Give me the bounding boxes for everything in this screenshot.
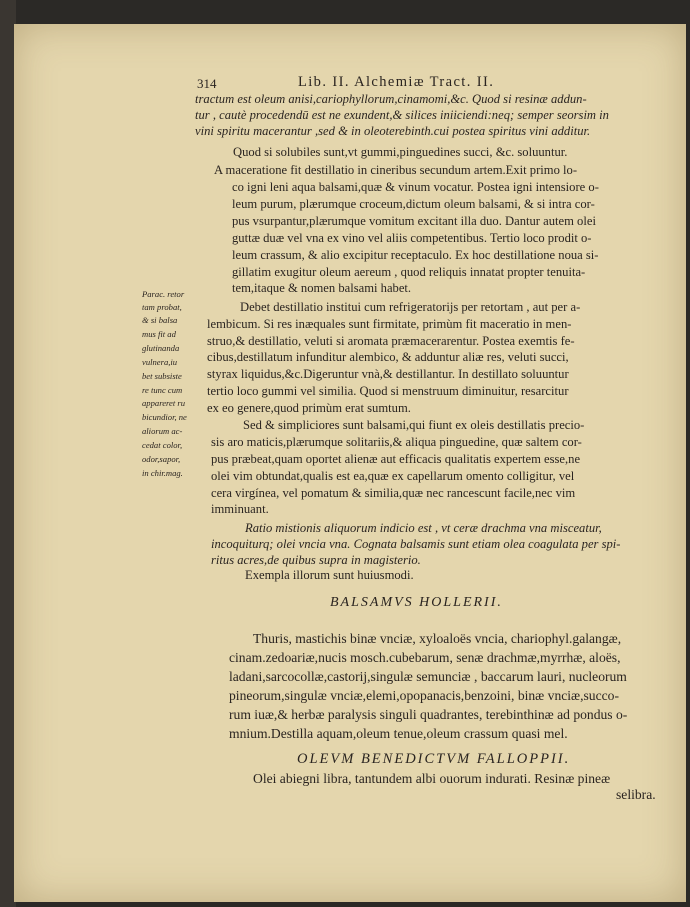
text-line: rum iuæ,& herbæ paralysis singuli quadrantes, terebinthinæ ad pondus o- <box>229 707 628 722</box>
text-line: Thuris, mastichis binæ vnciæ, xyloaloës vncia, chariophyl.galangæ, <box>253 631 622 646</box>
text-line: imminuant. <box>211 502 269 516</box>
text-line: olei vim obtundat,qualis est ea,quæ ex capellarum omento colligitur, vel <box>211 469 575 483</box>
text-line: tur , cautè procedendū est ne exundent,& silices iniiciendi:neq; semper seorsim in <box>195 108 609 122</box>
text-line: styrax liquidus,&c.Digeruntur vnà,& destillantur. In destillato soluuntur <box>207 367 569 381</box>
text-line: Debet destillatio institui cum refrigeratorijs per retortam , aut per a- <box>240 300 581 314</box>
section-title: OLEVM BENEDICTVM FALLOPPII. <box>297 751 571 767</box>
text-line: Olei abiegni libra, tantundem albi ouorum indurati. Resinæ pineæ <box>253 771 611 786</box>
text-line: cinam.zedoariæ,nucis mosch.cubebarum, senæ drachmæ,myrrhæ, aloës, <box>229 650 621 665</box>
margin-note-line: in chir.mag. <box>142 468 183 478</box>
text-line: vini spiritu macerantur ,sed & in oleoterebinth.cui postea spiritus vini additur. <box>195 124 591 138</box>
margin-note-line: bicundior, ne <box>142 412 187 422</box>
margin-note-line: bet subsiste <box>142 371 182 381</box>
text-line: cibus,destillatum infunditur alembico, & adduntur aliæ res, veluti succi, <box>207 350 569 364</box>
text-line: tem,itaque & nomen balsami habet. <box>232 281 412 295</box>
text-line: leum purum, plærumque croceum,dictum oleum balsami, & si intra cor- <box>232 197 595 211</box>
margin-note-line: mus fit ad <box>142 329 176 339</box>
text-line: ladani,sarcocollæ,castorij,singulæ semunciæ , baccarum lauri, nucleorum <box>229 669 627 684</box>
section-title: BALSAMVS HOLLERII. <box>330 595 503 610</box>
margin-note-line: Parac. retor <box>142 289 185 299</box>
margin-note-line: glutinanda <box>142 343 180 353</box>
text-line: selibra. <box>616 787 656 802</box>
text-line: lembicum. Si res inæquales sunt firmitate, primùm fit maceratio in men- <box>207 317 572 331</box>
text-line: ritus acres,de quibus supra in magisterio. <box>211 553 421 567</box>
text-line: Exempla illorum sunt huiusmodi. <box>245 568 414 582</box>
text-line: struo,& destillatio, veluti si aromata præmacerarentur. Postea exemtis fe- <box>207 334 575 348</box>
text-line: cera virgínea, vel pomatum & similia,quæ nec rancescunt facile,nec vim <box>211 486 576 500</box>
text-line: A maceratione fit destillatio in cineribus secundum artem.Exit primo lo- <box>214 163 578 177</box>
text-line: co igni leni aqua balsami,quæ & vinum vocatur. Postea igni intensiore o- <box>232 180 599 194</box>
text-line: gillatim exugitur oleum aereum , quod reliquis innatat propter tenuita- <box>232 265 586 279</box>
text-line: pus vsurpantur,plærumque vomitum excitant illa duo. Dantur autem olei <box>232 214 596 228</box>
text-line: ex eo genere,quod primùm erat sumtum. <box>207 401 411 415</box>
text-line: Ratio mistionis aliquorum indicio est , vt ceræ drachma vna misceatur, <box>245 521 602 535</box>
margin-note-line: re tunc cum <box>142 385 183 395</box>
text-line: incoquiturq; olei vncia vna. Cognata balsamis sunt etiam olea coagulata per spi- <box>211 537 621 551</box>
page-number: 314 <box>197 76 217 91</box>
text-line: pus præbeat,quam oportet alienæ aut efficacis qualitatis expertem esse,ne <box>211 452 581 466</box>
text-line: mnium.Destilla aquam,oleum tenue,oleum crassum quasi mel. <box>229 726 568 741</box>
text-line: tractum est oleum anisi,cariophyllorum,cinamomi,&c. Quod si resinæ addun- <box>195 92 587 106</box>
margin-note-line: tam probat, <box>142 302 182 312</box>
running-title: Lib. II. Alchemiæ Tract. II. <box>298 74 495 90</box>
text-line: Quod si solubiles sunt,vt gummi,pinguedines succi, &c. soluuntur. <box>233 145 568 159</box>
text-line: sis aro maticis,plærumque solitariis,& aliqua pinguedine, quæ saltem cor- <box>211 435 582 449</box>
text-line: guttæ duæ vel vna ex vino vel aliis competentibus. Tertio loco prodit o- <box>232 231 592 245</box>
text-line: leum crassum, & alio excipitur receptaculo. Ex hoc destillatione noua si- <box>232 248 599 262</box>
margin-note-line: odor,sapor, <box>142 454 181 464</box>
margin-note-line: aliorum ac- <box>142 426 183 436</box>
margin-note-line: & si balsa <box>142 315 178 325</box>
text-line: pineorum,singulæ vnciæ,elemi,opopanacis,benzoini, binæ vnciæ,succo- <box>229 688 619 703</box>
margin-note-line: cedat color, <box>142 440 183 450</box>
margin-note-line: appareret ru <box>142 398 186 408</box>
margin-note-line: vulnera,iu <box>142 357 178 367</box>
text-line: tertio loco gummi vel similia. Quod si menstruum diminuitur, resarcitur <box>207 384 569 398</box>
text-line: Sed & simpliciores sunt balsami,qui fiunt ex oleis destillatis precio- <box>243 418 585 432</box>
